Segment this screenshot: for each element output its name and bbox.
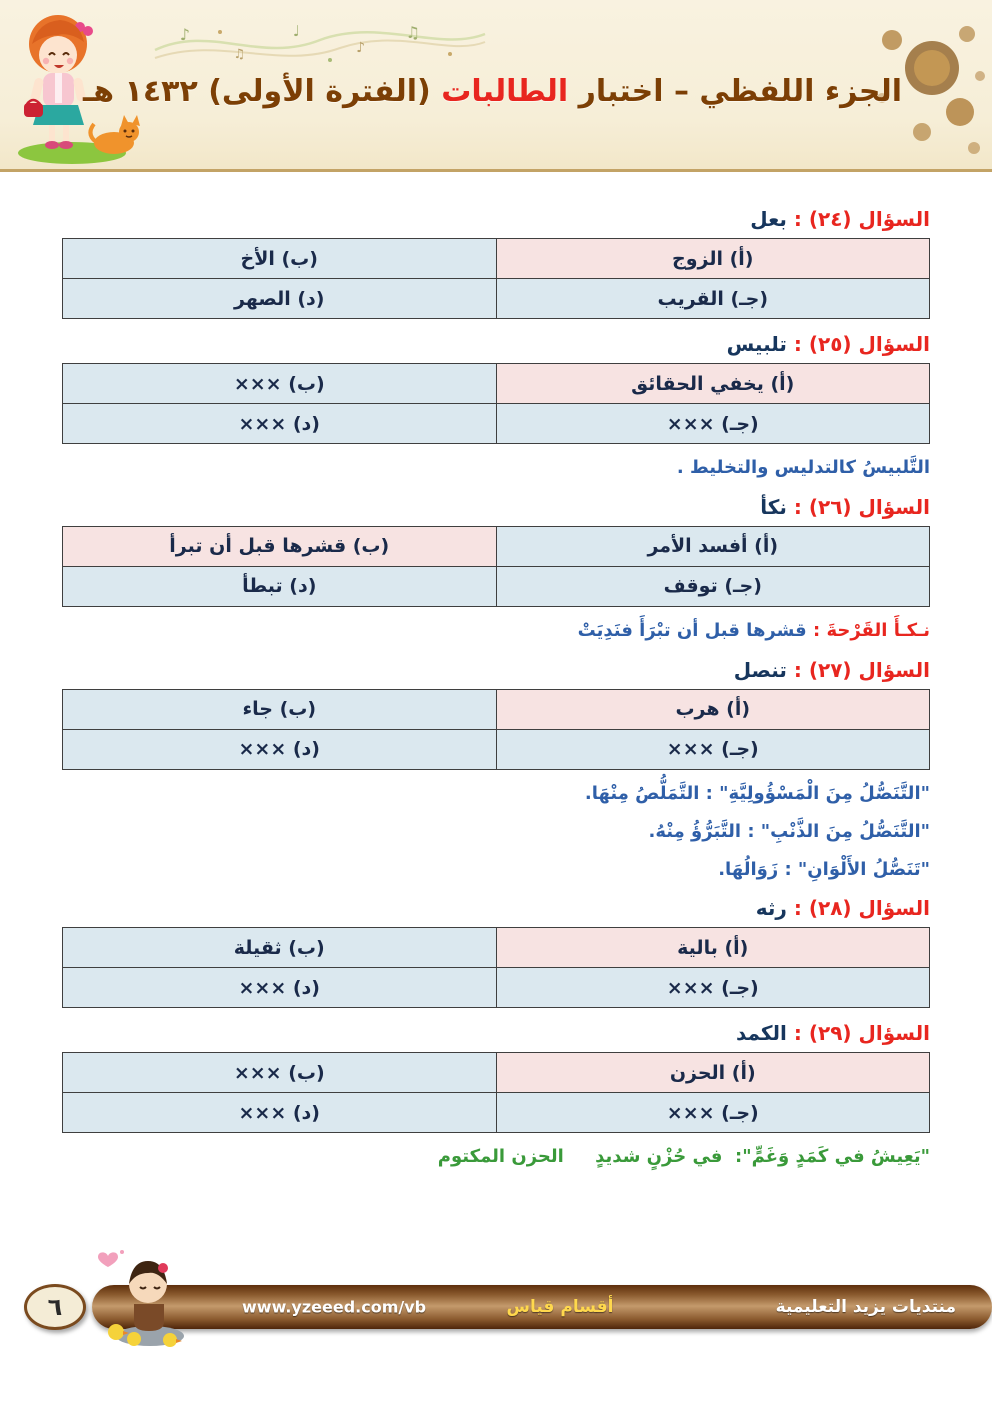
explanation-note <box>62 1143 930 1171</box>
option-cell: (ب) ××× <box>63 364 497 404</box>
note-segment: "التَّنَصُّلُ مِنَ الْمَسْؤُولِيَّةِ" : التَّمَلُّصُ مِنْهَا. <box>584 782 930 804</box>
answer-row <box>63 364 930 404</box>
question-label <box>62 1020 930 1046</box>
page-number-badge <box>24 1284 86 1330</box>
question-word: رثه <box>755 896 787 921</box>
option-cell: (ب) جاء <box>63 689 497 729</box>
svg-text:♪: ♪ <box>179 25 190 44</box>
option-cell: (جـ) ××× <box>496 1093 930 1133</box>
correct-option-cell: (أ) يخفي الحقائق <box>496 364 930 404</box>
explanation-note <box>62 617 930 645</box>
question-number: السؤال (٢٥) : <box>786 332 930 356</box>
answer-row <box>63 1053 930 1093</box>
answer-row <box>63 566 930 606</box>
question-number: السؤال (٢٧) : <box>786 657 930 682</box>
option-cell: (جـ) القريب <box>496 279 930 319</box>
question-label <box>62 331 930 357</box>
question-word: تنصل <box>733 657 787 682</box>
correct-option-cell: (أ) هرب <box>496 689 930 729</box>
answer-table <box>62 927 930 1008</box>
svg-text:♪: ♪ <box>356 40 365 56</box>
question-number: السؤال (٢٦) : <box>786 494 930 519</box>
footer-banner <box>92 1285 992 1329</box>
option-cell: (د) ××× <box>63 1093 497 1133</box>
correct-option-cell: (أ) بالية <box>496 928 930 968</box>
note-segment: "يَعِيشُ في كَمَدٍ وَغَمٍّ": في حُزْنٍ شديدٍ الحزن المكتوم <box>437 1146 930 1168</box>
option-cell: (د) ××× <box>63 968 497 1008</box>
question-label <box>62 494 930 520</box>
explanation-note <box>62 780 930 808</box>
page-title <box>83 74 902 109</box>
option-cell: (د) الصهر <box>63 279 497 319</box>
question-word: بعل <box>750 207 787 231</box>
baby-with-chicks-icon <box>94 1246 206 1348</box>
answer-table <box>62 238 930 319</box>
answer-row <box>63 404 930 444</box>
question-number: السؤال (٢٤) : <box>786 207 930 231</box>
page-number: ٦ <box>47 1293 63 1321</box>
forum-name: منتديات يزيد التعليمية <box>775 1297 956 1317</box>
questions-area <box>62 194 930 1181</box>
note-segment: نـكـأَ القَرْحةَ : <box>806 619 930 641</box>
option-cell: (د) ××× <box>63 404 497 444</box>
note-segment: "التَّنَصُّلُ مِنَ الذَّنْبِ" : التَّبَرُّؤُ مِنْهُ. <box>648 820 930 842</box>
option-cell: (جـ) ××× <box>496 729 930 769</box>
title-part-2: (الفترة الأولى) ١٤٣٢ هـ <box>83 74 442 109</box>
page-header <box>0 0 992 172</box>
footer-url: www.yzeeed.com/vb <box>242 1297 427 1317</box>
question-label <box>62 657 930 683</box>
svg-text:♫: ♫ <box>233 47 245 62</box>
answer-row <box>63 279 930 319</box>
question-number: السؤال (٢٩) : <box>786 1021 930 1046</box>
answer-row <box>63 239 930 279</box>
correct-option-cell: (أ) الزوج <box>496 239 930 279</box>
explanation-note <box>62 856 930 884</box>
answer-table <box>62 363 930 444</box>
svg-text:♫: ♫ <box>405 23 420 42</box>
footer-section-label: أقسام قياس <box>506 1297 614 1317</box>
question-label <box>62 895 930 921</box>
explanation-note <box>62 454 930 482</box>
option-cell: (د) تبطأ <box>63 566 497 606</box>
question-number: السؤال (٢٨) : <box>786 896 930 921</box>
note-segment: التَّلبيسُ كالتدليس والتخليط . <box>676 457 930 478</box>
answer-row <box>63 1093 930 1133</box>
answer-row <box>63 928 930 968</box>
note-segment: "تَنَصُّلُ الأَلْوَانِ" : زَوَالُهَا. <box>718 858 930 880</box>
question-label <box>62 206 930 232</box>
answer-row <box>63 526 930 566</box>
title-part-1: الجزء اللفظي – اختبار <box>568 74 902 109</box>
answer-table <box>62 1052 930 1133</box>
option-cell: (أ) أفسد الأمر <box>496 526 930 566</box>
question-word: تلبيس <box>726 332 787 356</box>
explanation-note <box>62 818 930 846</box>
svg-text:♩: ♩ <box>292 22 300 40</box>
note-segment: قشرها قبل أن تبْرَأَ فنَدِيَتْ <box>577 619 807 641</box>
answer-table <box>62 526 930 607</box>
answer-row <box>63 968 930 1008</box>
question-word: نكأ <box>760 494 787 519</box>
option-cell: (جـ) توقف <box>496 566 930 606</box>
answer-table <box>62 689 930 770</box>
option-cell: (د) ××× <box>63 729 497 769</box>
correct-option-cell: (ب) قشرها قبل أن تبرأ <box>63 526 497 566</box>
question-word: الكمد <box>735 1021 787 1046</box>
answer-row <box>63 729 930 769</box>
option-cell: (ب) الأخ <box>63 239 497 279</box>
correct-option-cell: (أ) الحزن <box>496 1053 930 1093</box>
answer-row <box>63 689 930 729</box>
option-cell: (ب) ××× <box>63 1053 497 1093</box>
option-cell: (ب) ثقيلة <box>63 928 497 968</box>
option-cell: (جـ) ××× <box>496 404 930 444</box>
option-cell: (جـ) ××× <box>496 968 930 1008</box>
music-notes-decoration-icon <box>150 12 490 72</box>
title-students-word: الطالبات <box>441 74 569 109</box>
